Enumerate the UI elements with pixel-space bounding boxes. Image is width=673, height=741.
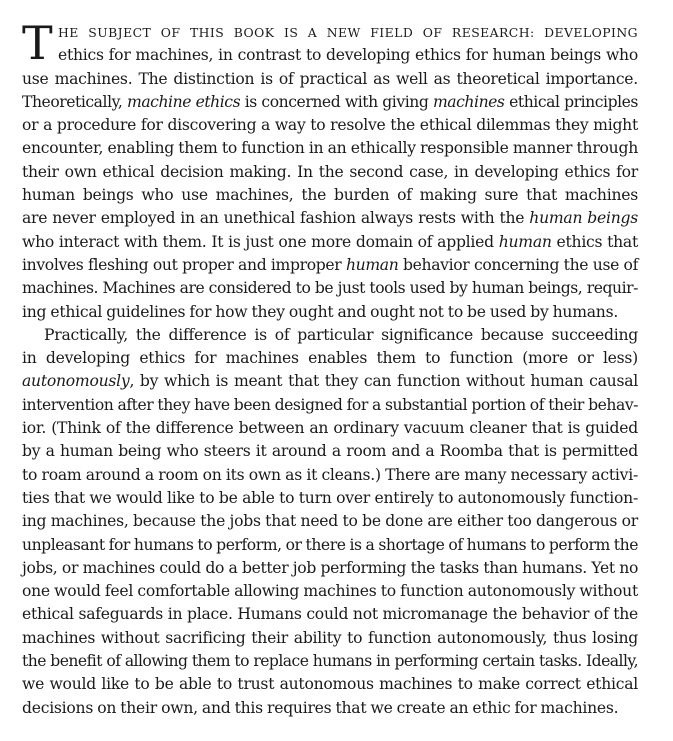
text-line: machines. Machines are considered to be just tools used by human beings, requir- — [22, 279, 638, 298]
text-line: unpleasant for humans to perform, or there is a shortage of humans to perform the — [22, 535, 638, 554]
paragraph-1 — [22, 16, 639, 324]
text-line: encounter, enabling them to function in an ethically responsible manner through — [22, 139, 638, 158]
text-line: their own ethical decision making. In the second case, in developing ethics for — [22, 162, 638, 181]
book-page — [22, 16, 639, 720]
text-line: intervention after they have been designed for a substantial portion of their behav- — [22, 395, 638, 414]
text-run: ethics that — [551, 232, 638, 251]
text-line: ior. (Think of the difference between an ordinary vacuum cleaner that is guided — [22, 419, 638, 438]
text-line: decisions on their own, and this requires that we create an ethic for machines. — [22, 698, 619, 717]
paragraph-2 — [22, 324, 638, 720]
text-line — [22, 21, 638, 44]
text-line: machines without sacrificing their ability to function autonomously, thus losing — [22, 628, 638, 647]
text-line: the benefit of allowing them to replace humans in performing certain tasks. Ideally, — [22, 652, 638, 671]
text-line — [22, 231, 638, 254]
text-line: by a human being who steers it around a room and a Roomba that is permitted — [22, 442, 638, 461]
text-run: Theoretically, — [22, 92, 127, 111]
text-line: Practically, the difference is of particular significance because succeeding — [44, 325, 638, 344]
text-line: or a procedure for discovering a way to resolve the ethical dilemmas they might — [22, 116, 638, 135]
text-run: involves fleshing out proper and improper — [22, 255, 346, 274]
text-line: in developing ethics for machines enables them to function (more or less) — [22, 349, 638, 368]
text-run: who interact with them. It is just one more domain of applied — [22, 232, 499, 251]
text-line: to roam around a room on its own as it cleans.) There are many necessary activi- — [22, 465, 638, 484]
text-run: is concerned with giving — [240, 92, 433, 111]
drop-cap: T — [22, 16, 53, 70]
italic-term: human — [498, 232, 552, 251]
text-line — [22, 207, 638, 230]
text-line: ethical safeguards in place. Humans could not micromanage the behavior of the — [22, 605, 638, 624]
text-line: ethics for machines, in contrast to developing ethics for human beings who — [58, 46, 638, 65]
text-line: human beings who use machines, the burden of making sure that machines — [22, 186, 638, 205]
text-line: we would like to be able to trust autonomous machines to make correct ethical — [22, 675, 638, 694]
text-line: use machines. The distinction is of practical as well as theoretical importance. — [22, 69, 638, 88]
text-line: one would feel comfortable allowing machines to function autonomously without — [22, 582, 638, 601]
text-run: behavior concerning the use of — [398, 255, 639, 274]
italic-term: machines — [432, 92, 505, 111]
text-line — [22, 254, 638, 277]
text-line — [22, 370, 638, 393]
text-line: jobs, or machines could do a better job performing the tasks than humans. Yet no — [22, 558, 638, 577]
italic-term: human beings — [529, 209, 639, 228]
italic-term: human — [345, 255, 399, 274]
small-caps-opening: HE SUBJECT OF THIS BOOK IS A NEW FIELD OF RESEARCH: DEVELOPING — [58, 25, 638, 40]
text-line: ties that we would like to be able to turn over entirely to autonomously function- — [22, 488, 638, 507]
text-line: ing machines, because the jobs that need to be done are either too dangerous or — [22, 512, 638, 531]
text-line: ing ethical guidelines for how they ought and ought not to be used by humans. — [22, 302, 619, 321]
italic-term: autonomously — [22, 372, 130, 391]
text-run: , by which is meant that they can function without human causal — [129, 372, 638, 391]
italic-term: machine ethics — [127, 92, 241, 111]
text-run: ethical principles — [504, 92, 638, 111]
text-line — [22, 91, 638, 114]
text-run: are never employed in an unethical fashion always rests with the — [22, 209, 530, 228]
